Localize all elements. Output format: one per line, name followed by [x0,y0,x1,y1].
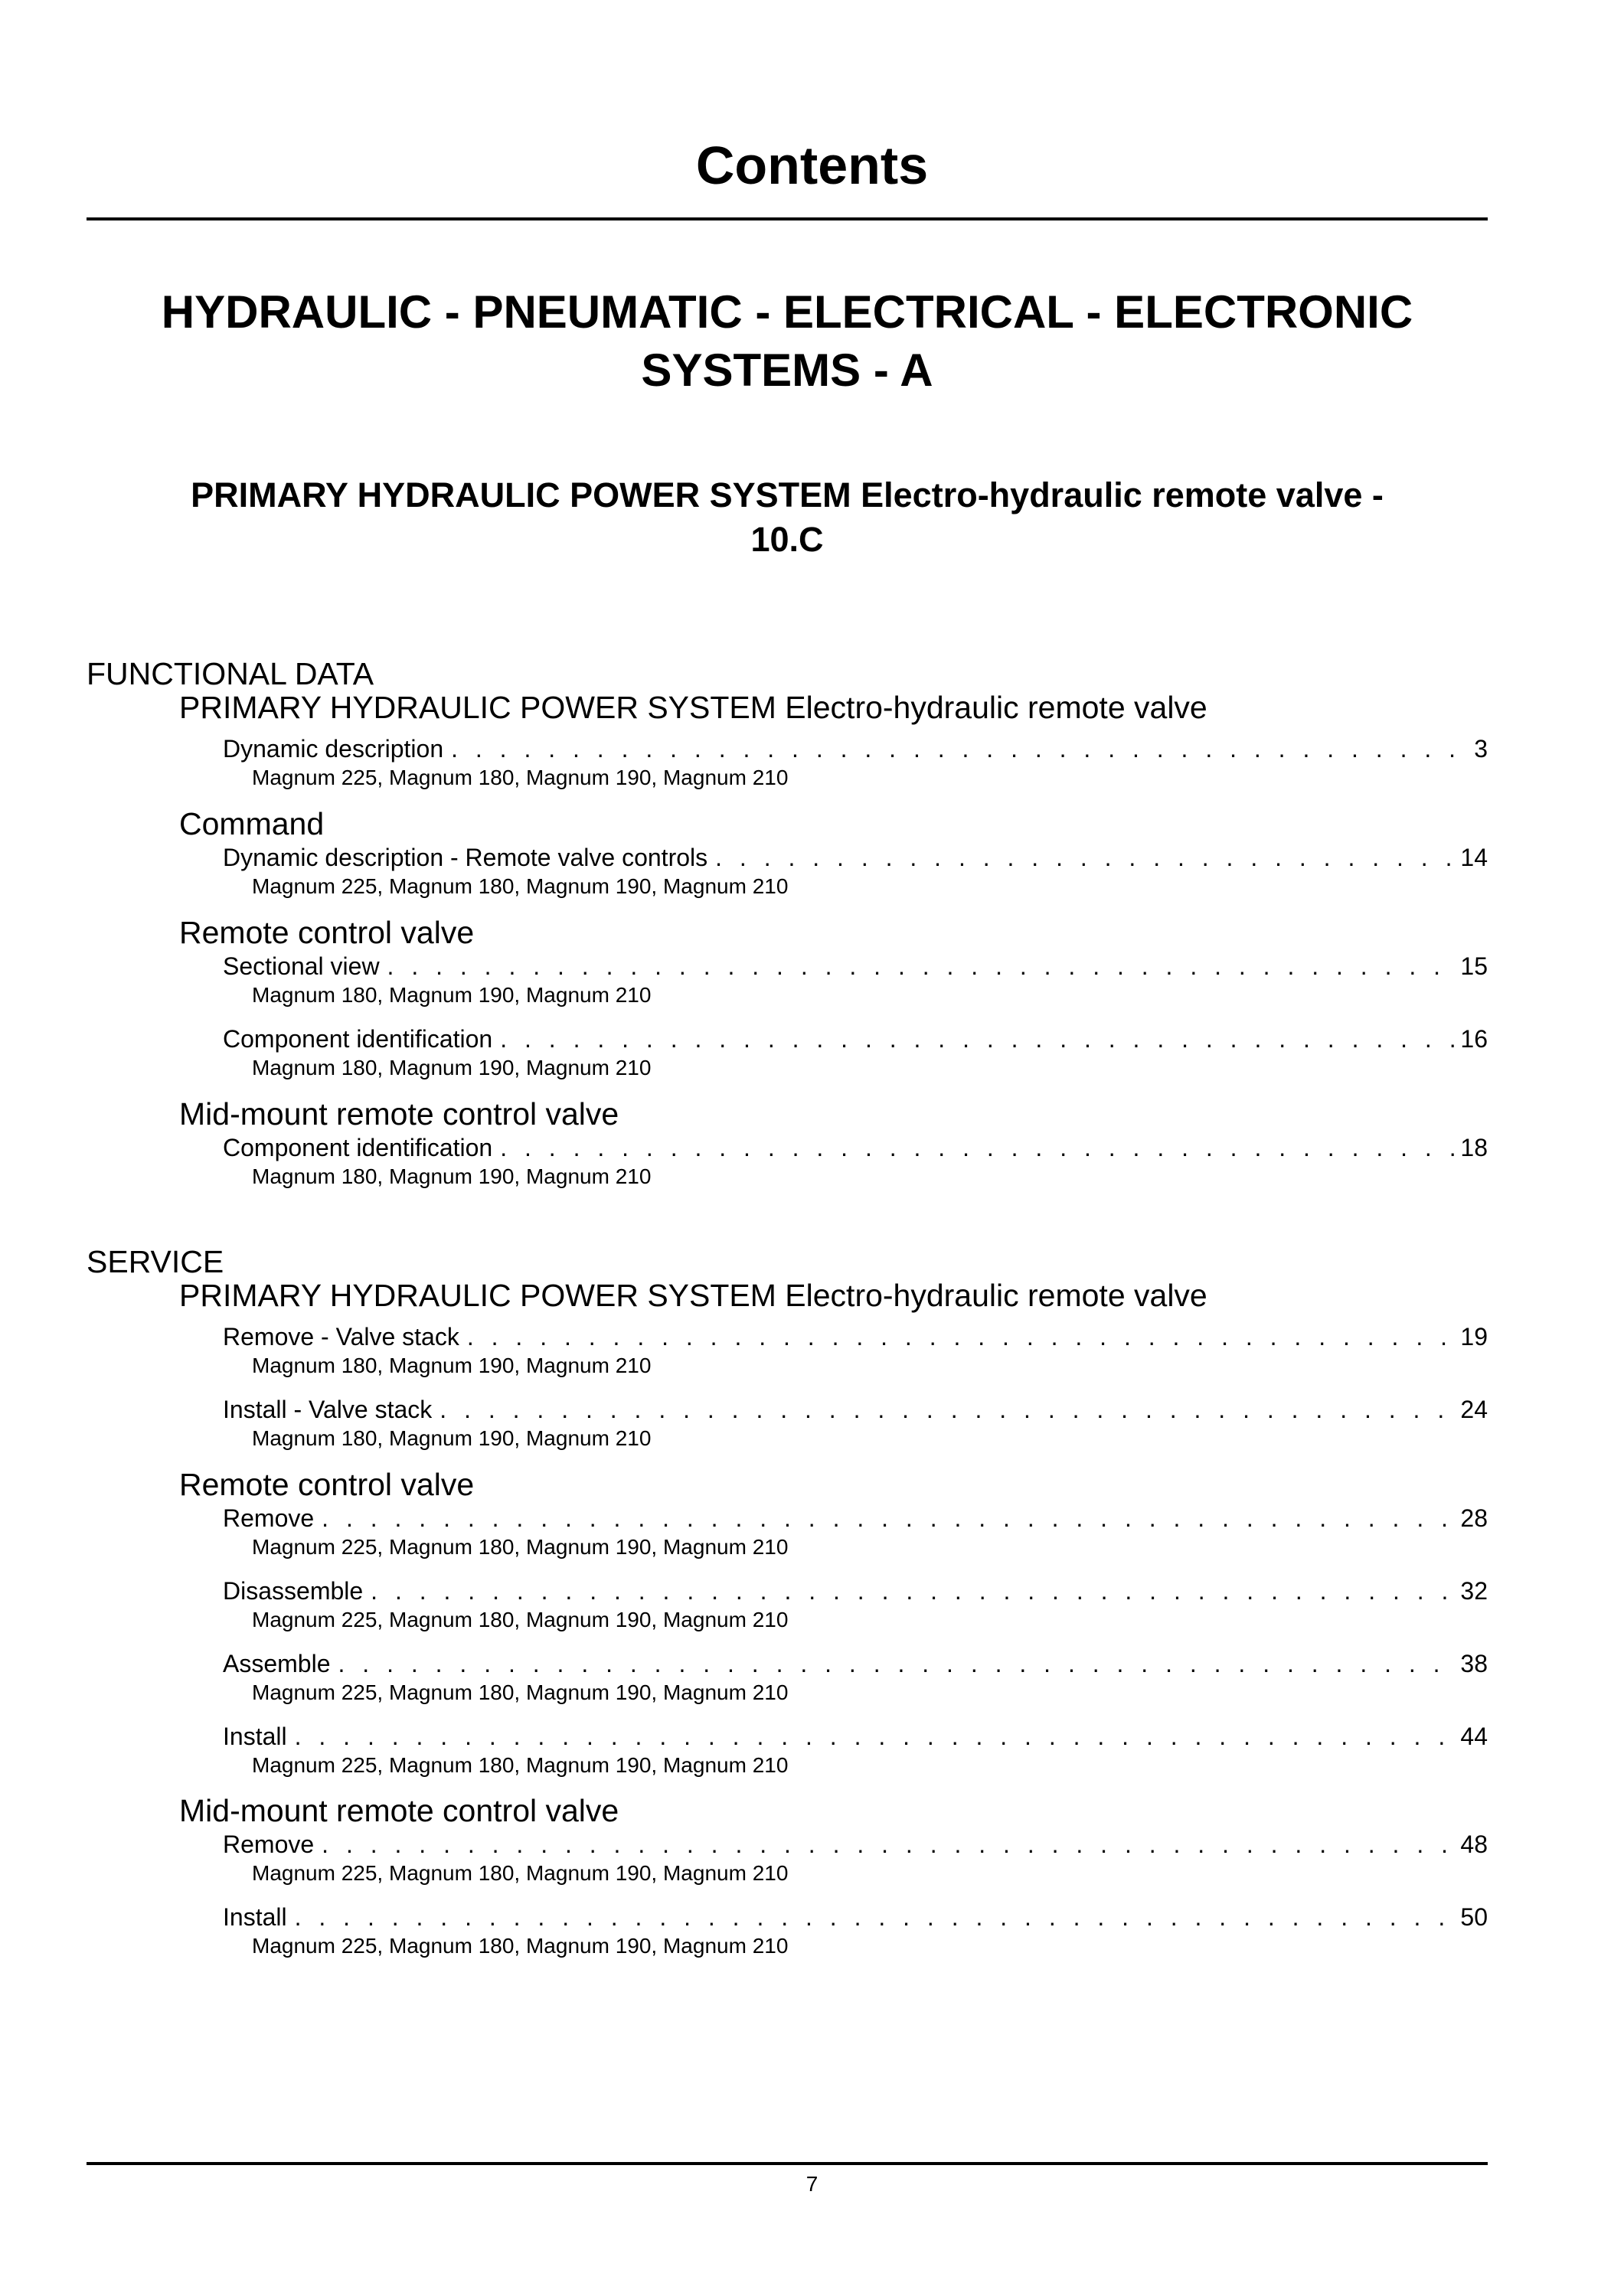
dot-leader [451,733,1468,764]
toc-entry[interactable] [223,1321,1488,1352]
page-title: Contents [695,136,929,195]
toc-entry[interactable] [223,1721,1488,1752]
dot-leader [500,1132,1454,1163]
toc-entry[interactable] [223,1576,1488,1606]
group-label: Mid-mount remote control valve [179,1096,619,1132]
dot-leader [338,1648,1455,1679]
toc-entry-models: Magnum 225, Magnum 180, Magnum 190, Magnum 210 [252,766,789,789]
toc-entry-models: Magnum 225, Magnum 180, Magnum 190, Magnum 210 [252,1680,789,1704]
dot-leader [322,1503,1454,1533]
main-heading [87,283,1488,400]
toc-entry-models: Magnum 225, Magnum 180, Magnum 190, Magnum 210 [252,1608,789,1631]
toc-entry-title: Remove [223,1831,315,1858]
dot-leader [371,1576,1454,1606]
group-label: Mid-mount remote control valve [179,1793,619,1828]
toc-entry-models: Magnum 225, Magnum 180, Magnum 190, Magnum 210 [252,1753,789,1777]
toc-entry-page: 32 [1460,1577,1488,1605]
page-number: 7 [805,2172,819,2196]
toc-entry-page: 15 [1460,952,1488,980]
toc-entry[interactable] [223,1024,1488,1054]
group-label: Remote control valve [179,915,475,950]
toc-entry[interactable] [223,951,1488,981]
toc-entry-title: Dynamic description - Remote valve controls [223,844,708,871]
sub-heading-line2: 10.C [750,520,824,559]
toc-entry-page: 50 [1460,1903,1488,1931]
toc-entry-title: Assemble [223,1650,331,1677]
toc-entry[interactable] [223,1829,1488,1860]
toc-entry-models: Magnum 225, Magnum 180, Magnum 190, Magnum 210 [252,1934,789,1958]
top-divider [87,217,1488,220]
toc-entry-title: Sectional view [223,952,380,980]
toc-entry-title: Install [223,1723,287,1750]
section-label-functional-data: FUNCTIONAL DATA [87,656,374,691]
dot-leader [295,1902,1455,1932]
main-heading-line1: HYDRAULIC - PNEUMATIC - ELECTRICAL - ELECTRONIC [161,286,1413,338]
toc-entry-title: Install - Valve stack [223,1396,433,1423]
group-label: Remote control valve [179,1467,475,1502]
toc-entry-page: 19 [1460,1323,1488,1350]
dot-leader [467,1321,1455,1352]
section-label-service: SERVICE [87,1244,224,1279]
toc-entry-page: 18 [1460,1134,1488,1161]
toc-entry-page: 38 [1460,1650,1488,1677]
toc-entry-page: 44 [1460,1723,1488,1750]
toc-entry-title: Component identification [223,1025,493,1053]
toc-entry-page: 14 [1460,844,1488,871]
toc-entry[interactable] [223,1503,1488,1533]
group-label: PRIMARY HYDRAULIC POWER SYSTEM Electro-hydraulic remote valve [179,690,1207,725]
toc-entry-models: Magnum 225, Magnum 180, Magnum 190, Magnum 210 [252,1861,789,1885]
toc-entry-title: Install [223,1903,287,1931]
toc-entry[interactable] [223,733,1488,764]
toc-entry[interactable] [223,842,1488,873]
dot-leader [295,1721,1455,1752]
toc-entry-models: Magnum 180, Magnum 190, Magnum 210 [252,1164,652,1188]
toc-entry-models: Magnum 180, Magnum 190, Magnum 210 [252,1354,652,1377]
toc-entry-title: Component identification [223,1134,493,1161]
toc-entry[interactable] [223,1394,1488,1425]
dot-leader [715,842,1454,873]
group-label: PRIMARY HYDRAULIC POWER SYSTEM Electro-hydraulic remote valve [179,1278,1207,1313]
main-heading-line2: SYSTEMS - A [641,345,933,396]
toc-entry-page: 28 [1460,1504,1488,1532]
group-label: Command [179,806,325,841]
toc-entry-page: 16 [1460,1025,1488,1053]
dot-leader [439,1394,1454,1425]
sub-heading-line1: PRIMARY HYDRAULIC POWER SYSTEM Electro-hydraulic remote valve - [191,475,1384,514]
toc-entry-title: Disassemble [223,1577,364,1605]
toc-entry-title: Remove - Valve stack [223,1323,459,1350]
toc-entry-models: Magnum 180, Magnum 190, Magnum 210 [252,983,652,1007]
toc-entry[interactable] [223,1648,1488,1679]
toc-entry[interactable] [223,1132,1488,1163]
toc-entry-models: Magnum 180, Magnum 190, Magnum 210 [252,1426,652,1450]
toc-entry-models: Magnum 225, Magnum 180, Magnum 190, Magnum 210 [252,1535,789,1559]
toc-entry-models: Magnum 225, Magnum 180, Magnum 190, Magnum 210 [252,874,789,898]
toc-entry-page: 48 [1460,1831,1488,1858]
dot-leader [322,1829,1454,1860]
toc-entry[interactable] [223,1902,1488,1932]
bottom-divider [87,2162,1488,2165]
toc-entry-title: Remove [223,1504,315,1532]
toc-entry-models: Magnum 180, Magnum 190, Magnum 210 [252,1056,652,1079]
dot-leader [387,951,1455,981]
toc-entry-page: 3 [1474,735,1488,763]
sub-heading [87,473,1488,562]
toc-entry-title: Dynamic description [223,735,444,763]
dot-leader [500,1024,1454,1054]
toc-entry-page: 24 [1460,1396,1488,1423]
